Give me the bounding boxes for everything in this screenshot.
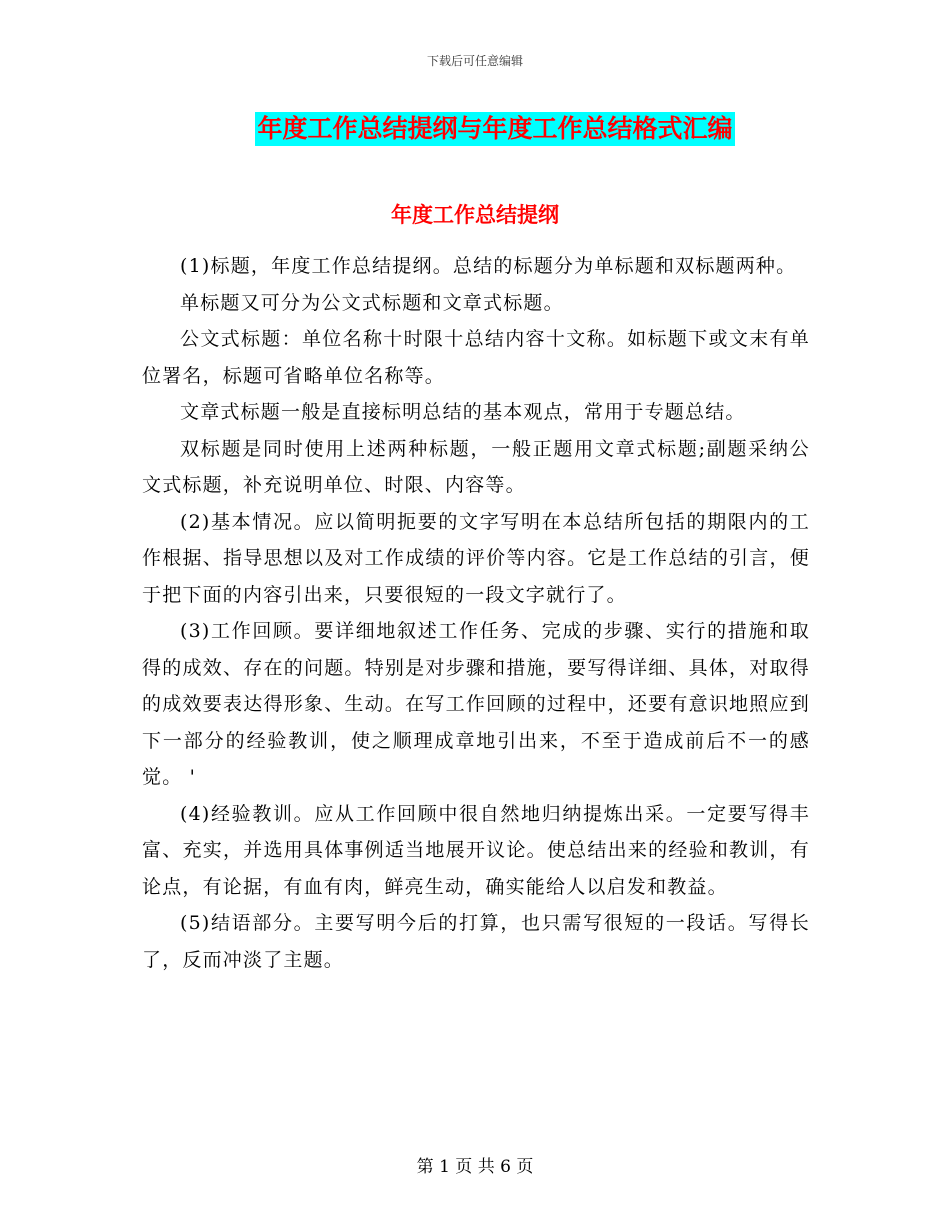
paragraph-6: (2)基本情况。应以简明扼要的文字写明在本总结所包括的期限内的工作根据、指导思想以及对工作成绩的评价等内容。它是工作总结的引言，便于把下面的内容引出来，只要很短的一段文字就行了。: [142, 510, 810, 606]
header-note: 下载后可任意编辑: [426, 54, 523, 68]
paragraph-7: (3)工作回顾。要详细地叙述工作任务、完成的步骤、实行的措施和取得的成效、存在的问题。特别是对步骤和措施，要写得详细、具体，对取得的成效要表达得形象、生动。在写工作回顾的过程中，还要有意识地照应到下一部分的经验教训，使之顺理成章地引出来，不至于造成前后不一的感觉。 ': [142, 620, 810, 788]
paragraph-2: 单标题又可分为公文式标题和文章式标题。: [180, 291, 564, 314]
paragraph-8: (4)经验教训。应从工作回顾中很自然地归纳提炼出采。一定要写得丰富、充实，并选用具体事例适当地展开议论。使总结出来的经验和教训，有论点，有论据，有血有肉，鲜亮生动，确实能给人以启发和教益。: [142, 802, 810, 898]
paragraph-3: 公文式标题：单位名称十时限十总结内容十文称。如标题下或文末有单位署名，标题可省略单位名称等。: [142, 328, 810, 387]
paragraph-1: (1)标题，年度工作总结提纲。总结的标题分为单标题和双标题两种。: [180, 255, 797, 277]
paragraph-5: 双标题是同时使用上述两种标题，一般正题用文章式标题;副题采纳公文式标题，补充说明单位、时限、内容等。: [142, 437, 810, 496]
page-footer: 第 1 页 共 6 页: [416, 1157, 534, 1177]
title-wrapper: [0, 112, 950, 146]
document-title: 年度工作总结提纲与年度工作总结格式汇编: [255, 112, 734, 146]
paragraph-4: 文章式标题一般是直接标明总结的基本观点，常用于专题总结。: [180, 401, 746, 423]
section-title: 年度工作总结提纲: [391, 203, 559, 227]
body-text: [142, 248, 810, 978]
paragraph-9: (5)结语部分。主要写明今后的打算，也只需写很短的一段话。写得长了，反而冲淡了主题。: [142, 912, 810, 971]
